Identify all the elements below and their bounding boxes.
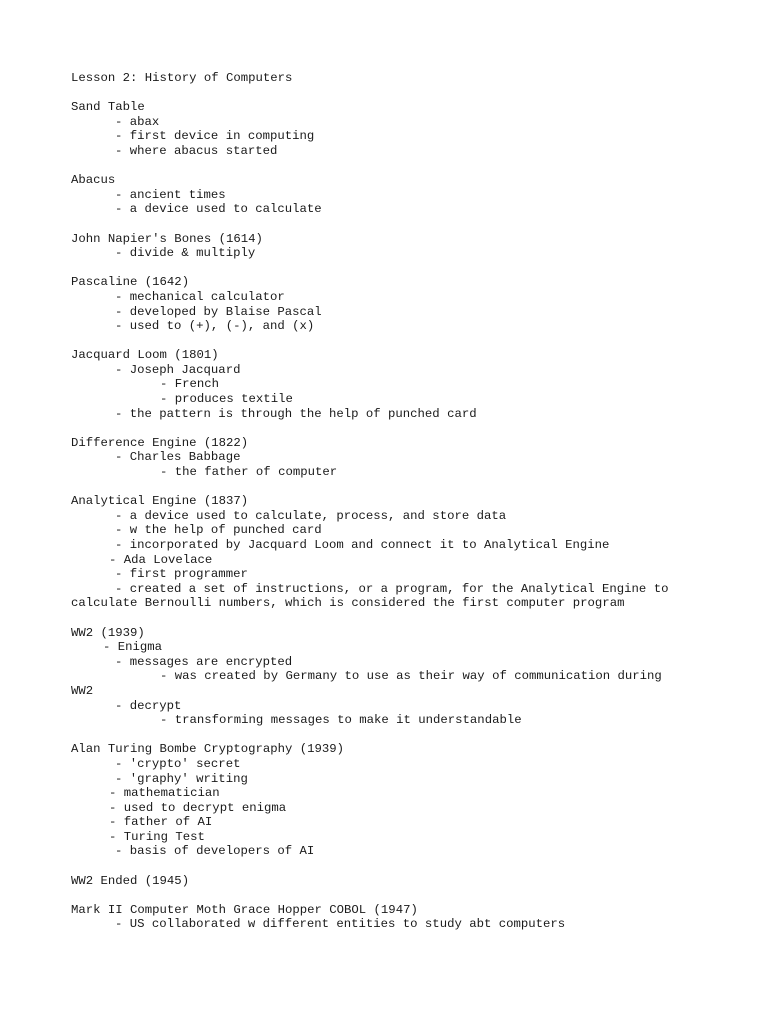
- bullet-line: - US collaborated w different entities to study abt computers: [115, 917, 566, 932]
- spacer: [71, 334, 711, 349]
- bullet-line: - used to decrypt enigma: [109, 800, 287, 815]
- section: [71, 232, 711, 276]
- bullet-line: - first programmer: [115, 567, 248, 582]
- bullet-line: - Turing Test: [109, 829, 205, 844]
- bullet-line: - where abacus started: [115, 143, 278, 158]
- spacer: [71, 86, 711, 101]
- bullet-line: - the father of computer: [160, 465, 338, 480]
- section-heading: Jacquard Loom (1801): [71, 348, 219, 363]
- bullet-line: - mathematician: [109, 786, 220, 801]
- section: [71, 436, 711, 494]
- bullet-line: - was created by Germany to use as their way of communication during: [160, 669, 662, 684]
- bullet-line: - used to (+), (-), and (x): [115, 319, 315, 334]
- section: [71, 874, 711, 903]
- bullet-line: - Enigma: [103, 640, 163, 655]
- bullet-line: WW2: [71, 683, 94, 698]
- bullet-line: - w the help of punched card: [115, 523, 322, 538]
- bullet-line: - incorporated by Jacquard Loom and connect it to Analytical Engine: [115, 538, 610, 552]
- bullet-line: - messages are encrypted: [115, 654, 293, 669]
- bullet-line: - father of AI: [109, 815, 213, 830]
- section-heading: Abacus: [71, 173, 116, 188]
- section: [71, 494, 711, 625]
- section: [71, 275, 711, 348]
- section-heading: John Napier's Bones (1614): [71, 231, 263, 246]
- bullet-line: calculate Bernoulli numbers, which is considered the first computer program: [71, 596, 625, 611]
- spacer: [71, 728, 711, 743]
- section-heading: Sand Table: [71, 100, 145, 115]
- bullet-line: - the pattern is through the help of punched card: [115, 406, 477, 421]
- sections-container: [71, 100, 711, 932]
- bullet-line: - Joseph Jacquard: [115, 362, 241, 377]
- spacer: [71, 159, 711, 174]
- page-title: Lesson 2: History of Computers: [71, 71, 293, 85]
- section-heading: Difference Engine (1822): [71, 435, 249, 450]
- section: [71, 903, 711, 932]
- bullet-line: - a device used to calculate: [115, 202, 322, 217]
- bullet-line: - Ada Lovelace: [109, 552, 213, 567]
- spacer: [71, 888, 711, 903]
- section-heading: Mark II Computer Moth Grace Hopper COBOL (1947): [71, 902, 418, 917]
- spacer: [71, 480, 711, 495]
- bullet-line: - created a set of instructions, or a program, for the Analytical Engine to: [115, 581, 669, 596]
- bullet-line: - 'graphy' writing: [115, 771, 248, 786]
- spacer: [71, 421, 711, 436]
- bullet-line: - Charles Babbage: [115, 450, 241, 465]
- bullet-line: - abax: [115, 114, 160, 129]
- section-heading: WW2 Ended (1945): [71, 873, 190, 888]
- spacer: [71, 611, 711, 626]
- spacer: [71, 859, 711, 874]
- section-heading: Pascaline (1642): [71, 275, 190, 290]
- section-heading: Analytical Engine (1837): [71, 494, 249, 509]
- section: [71, 348, 711, 436]
- section: [71, 742, 711, 873]
- bullet-line: - ancient times: [115, 187, 226, 202]
- section-heading: Alan Turing Bombe Cryptography (1939): [71, 742, 345, 757]
- bullet-line: - first device in computing: [115, 129, 315, 144]
- bullet-line: - decrypt: [115, 698, 182, 713]
- bullet-line: - mechanical calculator: [115, 289, 285, 304]
- bullet-line: - produces textile: [160, 392, 293, 407]
- section: [71, 173, 711, 231]
- bullet-line: - divide & multiply: [115, 246, 256, 261]
- section: [71, 626, 711, 743]
- bullet-line: - French: [160, 377, 220, 392]
- bullet-line: - transforming messages to make it understandable: [160, 713, 522, 728]
- bullet-line: - basis of developers of AI: [115, 844, 315, 859]
- spacer: [71, 217, 711, 232]
- spacer: [71, 261, 711, 276]
- bullet-line: - 'crypto' secret: [115, 756, 241, 771]
- section-heading: WW2 (1939): [71, 625, 145, 640]
- section: [71, 100, 711, 173]
- document-body: [71, 71, 711, 932]
- bullet-line: - developed by Blaise Pascal: [115, 304, 322, 319]
- bullet-line: - a device used to calculate, process, and store data: [115, 508, 507, 523]
